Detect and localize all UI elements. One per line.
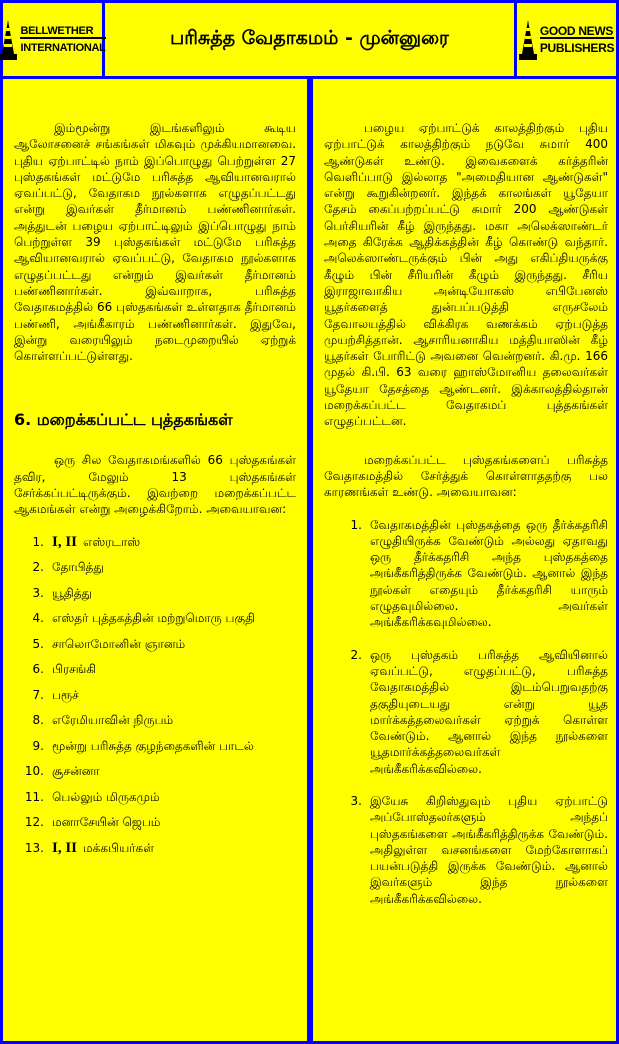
left-logo-line2: INTERNATIONAL	[20, 42, 106, 54]
list-item: 4. எஸ்தர் புத்தகத்தின் மற்றுமொரு பகுதி	[32, 611, 255, 626]
list-item: 3. இயேசு கிறிஸ்துவும் புதிய ஏற்பாட்டு அப்போஸ்தலர்களும் அந்தப் புஸ்தகங்களை அங்கீகரித்திருக்க வேண்டும். அதிலுள்ள வசனங்களை மேற்கோளாகப் பயன்படுத்தி இருக்க வேண்டும். ஆனால் இவர்களும் இந்த நூல்களை அங்கீகரிக்கவில்லை.	[350, 793, 608, 906]
list-item: 7. பரூச்	[32, 687, 79, 702]
list-item: 2. ஒரு புஸ்தகம் பரிசுத்த ஆவியினால் ஏவப்பட்டு, எழுதப்பட்டு, பரிசுத்த வேதாகமத்தில் இடம்பெறுவதற்கு தகுதியுடையது என்று யூத மார்க்கத்தலைவர்கள் ஏற்றுக் கொள்ள வேண்டும். ஆனால் இந்த நூல்களை யூதமார்க்கத்தலைவர்கள் அங்கீகரிக்கவில்லை.	[350, 647, 608, 776]
book-tower-icon	[519, 20, 537, 60]
list-item: 11. பெல்லும் மிருகமும்	[24, 789, 160, 804]
list-item: 1. I, II எஸ்ரடாஸ்	[32, 533, 141, 550]
list-item: 8. எரேமியாவின் நிருபம்	[32, 713, 174, 728]
left-column	[14, 120, 296, 863]
right-column	[324, 120, 608, 923]
section-heading: 6. மறைக்கப்பட்ட புத்தகங்கள்	[14, 410, 233, 430]
column-divider	[307, 79, 313, 1041]
list-item: 10. சூசன்னா	[24, 764, 100, 779]
left-logo-line1: BELLWETHER	[20, 25, 105, 39]
history-paragraph: பழைய ஏற்பாட்டுக் காலத்திற்கும் புதிய ஏற்பாட்டுக் காலத்திற்கும் நடுவே சுமார் 400 ஆண்டுகள் உண்டு. இவைகளைக் கர்த்தரின் வெளிப்பாடு இல்லாத "அமைதியான ஆண்டுகள்" என்று கூறுகின்றனர். இந்தக் காலங்கள் யூதேயா தேசம் கைப்பற்றப்பட்டு சுமார் 200 ஆண்டுகள் பெர்சியரின் கீழ் இருந்தது. மகா அலெக்ஸாண்டர் அதை கிரேக்க ஆதிக்கத்தின் கீழ் கொண்டு வந்தார். அலெக்ஸாண்டருக்கும் பின் அது எகிப்தியருக்கு கீழும் பின் சீரியரின் கீழும் இருந்தது. சீரிய இராஜாவாகிய அன்டியோகஸ் எபிபேனஸ் யூதர்களைத் துன்பப்படுத்தி எருசலேம் தேவாலயத்தில் விக்கிரக வணக்கம் ஏற்படுத்த முயற்சித்தான். ஆசாரியனாகிய மத்தியாஸின் கீழ் யூதர்கள் போரிட்டு அவனை வென்றனர். கி.மு. 166 முதல் கி.பி. 63 வரை ஹாஸ்மோனிய தலைவர்கள் யூதேயா தேசத்தை ஆண்டனர். இக்காலத்தில்தான் மறைக்கப்பட்ட வேதாகமப் புத்தகங்கள் எழுதப்பட்டன.	[324, 121, 608, 429]
book-tower-icon	[0, 20, 17, 60]
list-item: 2. தோபித்து	[32, 560, 104, 575]
list-item: 12. மனாசேயின் ஜெபம்	[24, 815, 161, 830]
list-item: 6. பிரசங்கி	[32, 662, 97, 677]
page-header	[3, 3, 616, 79]
list-item: 13. I, II மக்கபியர்கள்	[24, 839, 155, 856]
list-item: 9. மூன்று பரிசுத்த குழந்தைகளின் பாடல்	[32, 738, 254, 753]
list-item: 1. வேதாகமத்தின் புஸ்தகத்தை ஒரு தீர்க்கதரிசி எழுதியிருக்க வேண்டும் அல்லது ஏதாவது ஒரு தீர்க்கதரிசி அந்த புஸ்தகத்தை அங்கீகரித்திருக்க வேண்டும். ஆனால் இந்த நூல்கள் எதையும் தீர்க்கதரிசி யாரும் எழுதவுமில்லை. அவர்கள் அங்கீகரிக்கவுமில்லை.	[350, 517, 608, 630]
page-title: பரிசுத்த வேதாகமம் - முன்னுரை	[170, 27, 449, 49]
right-logo-line1: GOOD NEWS	[539, 24, 614, 38]
hidden-books-list	[14, 532, 296, 864]
bellwether-logo	[3, 3, 105, 76]
reasons-intro: மறைக்கப்பட்ட புஸ்தகங்களைப் பரிசுத்த வேதாகமத்தில் சேர்த்துக் கொள்ளாததற்கு பல காரணங்கள் உண்டு. அவையாவன:	[324, 452, 608, 500]
right-logo-line2: PUBLISHERS	[539, 41, 615, 55]
section-intro: ஒரு சில வேதாகமங்களில் 66 புஸ்தகங்கள் தவிர, மேலும் 13 புஸ்தகங்கள் சேர்க்கப்பட்டிருக்கும். இவற்றை மறைக்கப்பட்ட ஆகமங்கள் என்று அழைக்கிறோம். அவையாவன:	[14, 453, 296, 517]
list-item: 3. யூதித்து	[32, 585, 92, 600]
list-item: 5. சாலொமோனின் ஞானம்	[32, 636, 186, 651]
intro-paragraph: இம்மூன்று இடங்களிலும் கூடிய ஆலோசனைச் சங்கங்கள் மிகவும் முக்கியமானவை. புதிய ஏற்பாட்டில் நாம் இப்பொழுது பெற்றுள்ள 27 புஸ்தகங்கள் மட்டுமே பரிசுத்த ஆவியானவரால் ஏவப்பட்டு, வேதாகம நூல்களாக எழுதப்பட்டது என்று இவர்கள் தீர்மானம் பண்ணினார்கள். அத்துடன் பழைய ஏற்பாட்டிலும் இப்பொழுது நாம் பெற்றுள்ள 39 புஸ்தகங்கள் மட்டுமே பரிசுத்த ஆவியானவரால் ஏவப்பட்டு, வேதாகம நூல்களாக எழுதப்பட்டது என்றும் இவர்கள் தீர்மானம் பண்ணினார்கள். இவ்வாறாக, பரிசுத்த வேதாகமத்தில் 66 புஸ்தகங்கள் உள்ளதாக தீர்மானம் பண்ணி, அங்கீகாரம் பண்ணினார்கள். இதுவே, இன்று வரையிலும் நடைமுறையில் ஏற்றுக் கொள்ளப்பட்டுள்ளது.	[14, 121, 296, 364]
good-news-logo	[514, 3, 616, 76]
reasons-list	[324, 517, 608, 908]
